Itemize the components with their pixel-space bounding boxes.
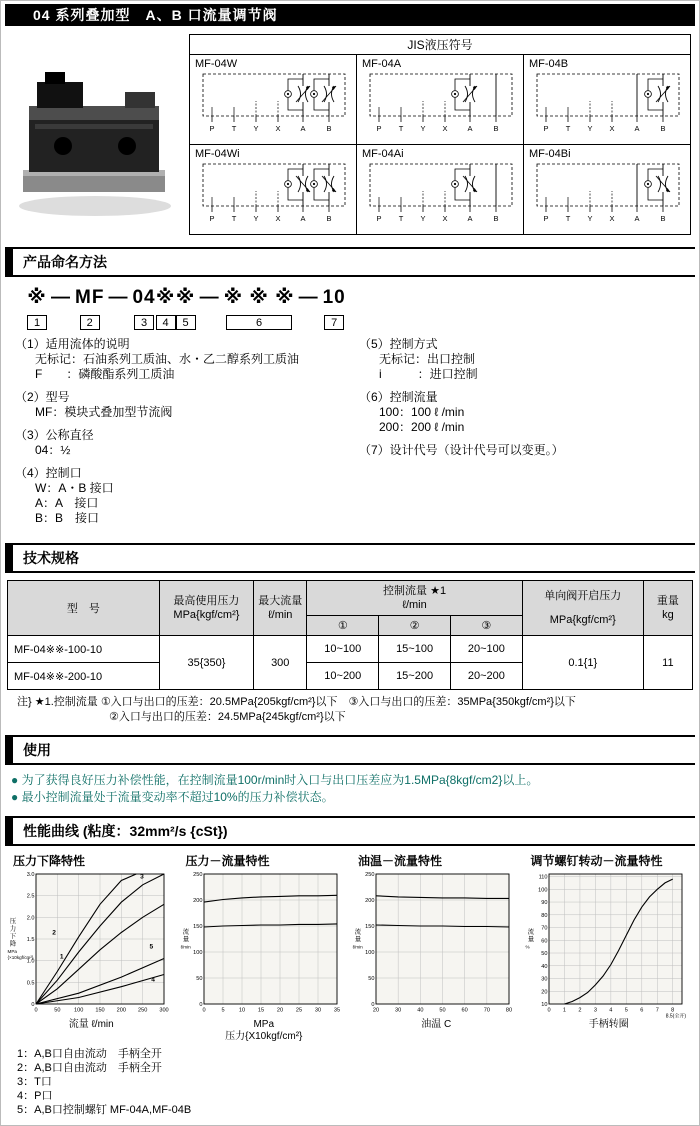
svg-text:X: X bbox=[609, 124, 615, 133]
code-segment bbox=[75, 286, 104, 330]
svg-text:250: 250 bbox=[137, 1007, 148, 1014]
code-segment bbox=[104, 286, 132, 310]
svg-text:4: 4 bbox=[151, 976, 155, 984]
svg-text:3: 3 bbox=[593, 1007, 597, 1014]
svg-text:100: 100 bbox=[537, 887, 547, 894]
chart-xlabel: 油温 C bbox=[421, 1019, 452, 1030]
svg-text:P: P bbox=[376, 214, 382, 223]
column-subheader-2: ② bbox=[379, 616, 451, 636]
legend-item: 1：A,B口自由流动 手柄全开 bbox=[17, 1048, 162, 1060]
svg-text:A: A bbox=[634, 124, 640, 133]
code-text: ※ bbox=[155, 287, 176, 308]
cell-flow-2: 15~200 bbox=[379, 663, 451, 690]
code-segment bbox=[323, 286, 346, 330]
chart-oiltemp-flow bbox=[352, 853, 521, 1043]
svg-text:B: B bbox=[326, 214, 332, 223]
naming-item-label: （4）控制口 bbox=[15, 466, 82, 480]
symbol-cell-mf04wi bbox=[190, 145, 357, 235]
naming-right-column bbox=[359, 336, 689, 533]
naming-item-line: W：A・B 接口 bbox=[35, 481, 114, 495]
svg-text:8.5(全开): 8.5(全开) bbox=[665, 1013, 686, 1019]
svg-text:T: T bbox=[231, 124, 237, 133]
chart-title: 压力－流量特性 bbox=[185, 854, 270, 868]
pressure-flow-plot bbox=[180, 869, 342, 1019]
svg-text:T: T bbox=[565, 214, 571, 223]
header-text: 型 号 bbox=[66, 603, 100, 615]
jis-symbols-table bbox=[189, 34, 691, 235]
svg-text:下: 下 bbox=[9, 933, 17, 940]
legend-item: 4：P口 bbox=[17, 1090, 53, 1102]
svg-text:T: T bbox=[398, 124, 404, 133]
cell-max-pressure: 35{350} bbox=[159, 636, 253, 690]
svg-text:B: B bbox=[326, 124, 332, 133]
svg-text:30: 30 bbox=[540, 976, 547, 983]
header-unit: kg bbox=[662, 609, 674, 621]
cell-flow-3: 20~200 bbox=[450, 663, 522, 690]
svg-text:200: 200 bbox=[365, 898, 375, 904]
svg-text:P: P bbox=[543, 124, 549, 133]
chart-pressure-flow bbox=[180, 853, 349, 1043]
section-title: 产品命名方法 bbox=[23, 254, 107, 270]
svg-text:25: 25 bbox=[295, 1007, 302, 1014]
svg-text:MPa: MPa bbox=[7, 949, 17, 954]
cell-flow-2: 15~100 bbox=[379, 636, 451, 663]
svg-text:5: 5 bbox=[624, 1007, 628, 1014]
column-header-check-valve bbox=[522, 581, 643, 636]
code-index-box: 1 bbox=[27, 315, 47, 330]
cell-model: MF-04※※-200-10 bbox=[8, 663, 160, 690]
code-text: 04 bbox=[132, 287, 156, 308]
svg-text:P: P bbox=[376, 124, 382, 133]
hydraulic-symbol bbox=[195, 71, 351, 135]
code-text: — bbox=[108, 287, 129, 308]
header-unit: MPa{kgf/cm²} bbox=[173, 609, 240, 621]
svg-text:50: 50 bbox=[54, 1007, 61, 1014]
svg-text:50: 50 bbox=[540, 951, 547, 958]
code-text: ※ bbox=[175, 287, 196, 308]
code-index-box: 3 bbox=[134, 315, 154, 330]
code-segment bbox=[224, 286, 295, 330]
code-segment bbox=[295, 286, 323, 310]
section-title: 性能曲线 (粘度：32mm²/s {cSt}) bbox=[23, 823, 228, 839]
header-unit: ℓ/min bbox=[268, 609, 293, 621]
hydraulic-symbol bbox=[529, 161, 685, 225]
code-index-box: 7 bbox=[324, 315, 344, 330]
svg-text:A: A bbox=[467, 214, 473, 223]
chart-title: 油温－流量特性 bbox=[358, 854, 443, 868]
svg-text:150: 150 bbox=[95, 1007, 105, 1014]
svg-text:X: X bbox=[275, 124, 281, 133]
header-text: 最高使用压力 bbox=[173, 595, 240, 607]
column-header-max-flow bbox=[254, 581, 307, 636]
svg-text:100: 100 bbox=[192, 950, 202, 956]
symbol-model-label: MF-04B bbox=[529, 58, 569, 70]
code-text: ※ ※ ※ bbox=[223, 287, 295, 308]
naming-item-diameter bbox=[15, 427, 345, 458]
hydraulic-symbol bbox=[195, 161, 351, 225]
svg-text:110: 110 bbox=[538, 874, 547, 881]
svg-text:降: 降 bbox=[9, 940, 17, 948]
svg-text:80: 80 bbox=[540, 912, 547, 919]
jis-symbols-title: JIS液压符号 bbox=[190, 35, 691, 55]
svg-text:30: 30 bbox=[395, 1007, 402, 1014]
svg-text:5: 5 bbox=[220, 1007, 225, 1014]
svg-text:B: B bbox=[493, 124, 499, 133]
chart-screw-flow bbox=[525, 853, 694, 1043]
section-header-curves bbox=[5, 816, 695, 846]
naming-item-control-flow bbox=[359, 389, 689, 435]
svg-text:0: 0 bbox=[371, 1002, 375, 1008]
code-segment bbox=[132, 286, 155, 330]
svg-text:A: A bbox=[467, 124, 473, 133]
svg-text:250: 250 bbox=[365, 872, 375, 878]
spec-table-wrap bbox=[1, 578, 699, 727]
svg-text:A: A bbox=[634, 214, 640, 223]
code-text: — bbox=[199, 287, 220, 308]
svg-text:Y: Y bbox=[420, 124, 426, 133]
svg-text:60: 60 bbox=[461, 1007, 468, 1014]
svg-text:2: 2 bbox=[577, 1007, 581, 1014]
chart-title: 调节螺钉转动－流量特性 bbox=[530, 854, 663, 868]
legend-item: 5：A,B口控制螺钉 MF-04A,MF-04B bbox=[17, 1104, 192, 1116]
cell-check-pressure: 0.1{1} bbox=[522, 636, 643, 690]
section-header-specs bbox=[5, 543, 695, 573]
cell-max-flow: 300 bbox=[254, 636, 307, 690]
legend-item: 3：T口 bbox=[17, 1076, 52, 1088]
svg-text:T: T bbox=[565, 124, 571, 133]
performance-charts bbox=[1, 851, 699, 1043]
svg-text:50: 50 bbox=[195, 976, 202, 982]
spec-notes bbox=[7, 690, 693, 725]
svg-text:10: 10 bbox=[238, 1007, 245, 1014]
svg-text:15: 15 bbox=[257, 1007, 264, 1014]
hydraulic-symbol bbox=[362, 71, 518, 135]
svg-text:A: A bbox=[300, 124, 306, 133]
section-header-usage bbox=[5, 735, 695, 765]
column-subheader-3: ③ bbox=[450, 616, 522, 636]
naming-left-column bbox=[15, 336, 345, 533]
svg-text:20: 20 bbox=[372, 1007, 380, 1014]
cell-flow-1: 10~200 bbox=[307, 663, 379, 690]
svg-text:压: 压 bbox=[9, 918, 17, 925]
svg-text:0: 0 bbox=[201, 1007, 206, 1014]
code-text: — bbox=[298, 287, 319, 308]
svg-text:8: 8 bbox=[670, 1007, 674, 1014]
symbol-model-label: MF-04W bbox=[195, 58, 238, 70]
svg-text:35: 35 bbox=[333, 1007, 340, 1014]
page-title-text: 04 系列叠加型 A、B 口流量调节阀 bbox=[33, 7, 278, 23]
symbol-cell-mf04b bbox=[524, 55, 691, 145]
svg-text:B: B bbox=[493, 214, 499, 223]
svg-text:10: 10 bbox=[540, 1002, 547, 1008]
product-photo-image bbox=[7, 34, 179, 232]
svg-text:P: P bbox=[543, 214, 549, 223]
naming-item-line: MF：模块式叠加型节流阀 bbox=[35, 405, 173, 419]
screw-flow-plot bbox=[525, 869, 687, 1019]
cell-weight: 11 bbox=[643, 636, 692, 690]
spec-note-line: 注} ★1.控制流量 ①入口与出口的压差：20.5MPa{205kgf/cm²}以下 ③入口与出口的压差：35MPa{350kgf/cm²}以下 bbox=[17, 696, 576, 708]
naming-item-label: （1）适用流体的说明 bbox=[15, 337, 130, 351]
svg-text:6: 6 bbox=[639, 1007, 643, 1014]
naming-item-fluid bbox=[15, 336, 345, 382]
svg-text:流: 流 bbox=[182, 928, 189, 936]
svg-text:1.0: 1.0 bbox=[26, 958, 35, 965]
usage-notes bbox=[1, 770, 699, 808]
svg-text:Y: Y bbox=[587, 124, 593, 133]
naming-item-design-code bbox=[359, 442, 689, 458]
cell-model: MF-04※※-100-10 bbox=[8, 636, 160, 663]
cell-flow-1: 10~100 bbox=[307, 636, 379, 663]
svg-text:2.5: 2.5 bbox=[26, 893, 35, 900]
column-subheader-1: ① bbox=[307, 616, 379, 636]
svg-text:200: 200 bbox=[116, 1007, 127, 1014]
symbol-model-label: MF-04Bi bbox=[529, 148, 571, 160]
naming-item-label: （5）控制方式 bbox=[359, 337, 438, 351]
svg-text:B: B bbox=[660, 214, 666, 223]
column-header-max-pressure bbox=[159, 581, 253, 636]
svg-text:0: 0 bbox=[198, 1002, 202, 1008]
svg-text:0.5: 0.5 bbox=[26, 980, 35, 987]
svg-text:Y: Y bbox=[253, 124, 259, 133]
svg-text:流: 流 bbox=[354, 928, 362, 936]
svg-text:70: 70 bbox=[483, 1007, 490, 1014]
svg-text:X: X bbox=[609, 214, 615, 223]
header-text: 重量 bbox=[656, 595, 679, 607]
header-text: 单向阀开启压力 bbox=[544, 590, 622, 602]
svg-text:Y: Y bbox=[420, 214, 426, 223]
svg-text:P: P bbox=[209, 214, 215, 223]
svg-text:50: 50 bbox=[439, 1007, 446, 1014]
svg-text:100: 100 bbox=[365, 950, 375, 956]
product-photo bbox=[7, 34, 179, 232]
svg-text:{×10kgf/cm²}: {×10kgf/cm²} bbox=[7, 955, 34, 960]
code-text: ※ bbox=[27, 287, 47, 308]
column-header-control-flow bbox=[307, 581, 522, 616]
svg-text:250: 250 bbox=[192, 872, 202, 878]
svg-text:50: 50 bbox=[368, 976, 375, 982]
naming-item-line: B：B 接口 bbox=[35, 511, 100, 525]
svg-text:1: 1 bbox=[562, 1007, 566, 1014]
naming-item-label: （6）控制流量 bbox=[359, 390, 438, 404]
chart-pressure-drop bbox=[7, 853, 176, 1043]
section-title: 技术规格 bbox=[23, 550, 79, 566]
svg-text:X: X bbox=[275, 214, 281, 223]
svg-text:量: 量 bbox=[354, 936, 362, 943]
code-index-box: 4 bbox=[156, 315, 176, 330]
header-unit: ℓ/min bbox=[402, 599, 427, 611]
spec-table bbox=[7, 580, 693, 690]
svg-text:300: 300 bbox=[159, 1007, 169, 1014]
svg-text:X: X bbox=[442, 214, 448, 223]
usage-bullet: ● 最小控制流量处于流量变动率不超过10%的压力补偿状态。 bbox=[11, 790, 334, 804]
svg-text:B: B bbox=[660, 124, 666, 133]
svg-text:40: 40 bbox=[417, 1007, 424, 1014]
svg-text:20: 20 bbox=[276, 1007, 283, 1014]
svg-text:P: P bbox=[209, 124, 215, 133]
svg-text:200: 200 bbox=[192, 898, 202, 904]
header-text: 控制流量 ★1 bbox=[383, 585, 447, 597]
svg-text:流: 流 bbox=[527, 928, 534, 936]
naming-explanations bbox=[1, 332, 699, 535]
svg-text:Y: Y bbox=[587, 214, 593, 223]
pressure-drop-plot bbox=[7, 869, 169, 1019]
code-text: MF bbox=[75, 287, 105, 308]
column-header-model bbox=[8, 581, 160, 636]
svg-text:5: 5 bbox=[149, 943, 154, 951]
section-header-naming bbox=[5, 247, 695, 277]
svg-text:量: 量 bbox=[182, 936, 189, 943]
naming-item-line: 100：100 ℓ /min bbox=[379, 405, 465, 419]
code-segment bbox=[176, 286, 196, 330]
naming-item-model bbox=[15, 389, 345, 420]
naming-item-line: A：A 接口 bbox=[35, 496, 99, 510]
hydraulic-symbol bbox=[529, 71, 685, 135]
code-index-box: 2 bbox=[80, 315, 100, 330]
code-segment bbox=[47, 286, 75, 310]
column-header-weight bbox=[643, 581, 692, 636]
svg-text:20: 20 bbox=[540, 989, 547, 996]
usage-bullet: ● 为了获得良好压力补偿性能，在控制流量100r/min时入口与出口压差应为1.5MPa{8kgf/cm2}以上。 bbox=[11, 773, 539, 787]
cell-flow-3: 20~100 bbox=[450, 636, 522, 663]
svg-text:%: % bbox=[525, 944, 530, 950]
header-text: 最大流量 bbox=[258, 595, 303, 607]
naming-item-line: 200：200 ℓ /min bbox=[379, 420, 465, 434]
symbol-model-label: MF-04Wi bbox=[195, 148, 240, 160]
table-row bbox=[8, 636, 693, 663]
code-text: — bbox=[51, 287, 71, 308]
symbol-model-label: MF-04A bbox=[362, 58, 402, 70]
code-segment bbox=[27, 286, 47, 330]
naming-item-port bbox=[15, 465, 345, 526]
symbol-cell-mf04a bbox=[357, 55, 524, 145]
legend-item: 2：A,B口自由流动 手柄全开 bbox=[17, 1062, 162, 1074]
section-title: 使用 bbox=[23, 742, 51, 758]
svg-text:0: 0 bbox=[31, 1002, 35, 1008]
svg-text:Y: Y bbox=[253, 214, 259, 223]
code-index-box: 5 bbox=[176, 315, 196, 330]
svg-text:40: 40 bbox=[540, 963, 547, 970]
svg-text:7: 7 bbox=[655, 1007, 659, 1014]
hydraulic-symbol bbox=[362, 161, 518, 225]
naming-item-control-mode bbox=[359, 336, 689, 382]
svg-text:1.5: 1.5 bbox=[26, 937, 35, 943]
svg-text:3: 3 bbox=[140, 873, 144, 881]
svg-text:T: T bbox=[231, 214, 237, 223]
symbol-cell-mf04ai bbox=[357, 145, 524, 235]
model-code bbox=[1, 282, 699, 332]
chart-xlabel: MPa bbox=[253, 1019, 275, 1030]
svg-text:80: 80 bbox=[505, 1007, 513, 1014]
symbol-model-label: MF-04Ai bbox=[362, 148, 404, 160]
oiltemp-flow-plot bbox=[352, 869, 514, 1019]
svg-text:150: 150 bbox=[192, 924, 202, 930]
svg-text:30: 30 bbox=[314, 1007, 321, 1014]
svg-text:1: 1 bbox=[59, 953, 64, 961]
svg-text:0: 0 bbox=[546, 1007, 551, 1014]
page-title bbox=[5, 4, 695, 26]
code-index-box: 6 bbox=[226, 315, 292, 330]
spec-note-line: ②入口与出口的压差：24.5MPa{245kgf/cm²}以下 bbox=[109, 711, 346, 723]
svg-text:70: 70 bbox=[540, 925, 547, 932]
svg-text:2: 2 bbox=[52, 929, 56, 937]
code-text: 10 bbox=[322, 287, 346, 308]
naming-item-label: （2）型号 bbox=[15, 390, 70, 404]
symbol-cell-mf04w bbox=[190, 55, 357, 145]
svg-text:90: 90 bbox=[540, 900, 547, 907]
naming-item-line: F ：磷酸酯系列工质油 bbox=[35, 367, 175, 381]
svg-text:T: T bbox=[398, 214, 404, 223]
code-segment bbox=[196, 286, 224, 310]
naming-item-label: （7）设计代号（设计代号可以变更。） bbox=[359, 443, 564, 457]
svg-text:ℓ/min: ℓ/min bbox=[180, 944, 191, 950]
naming-item-line: i ：进口控制 bbox=[379, 367, 478, 381]
naming-item-label: （3）公称直径 bbox=[15, 428, 94, 442]
naming-item-line: 无标记：石油系列工质油、水・乙二醇系列工质油 bbox=[35, 352, 300, 366]
svg-text:ℓ/min: ℓ/min bbox=[352, 944, 363, 950]
symbol-cell-mf04bi bbox=[524, 145, 691, 235]
naming-item-line: 无标记：出口控制 bbox=[379, 352, 476, 366]
svg-text:A: A bbox=[300, 214, 306, 223]
svg-text:X: X bbox=[442, 124, 448, 133]
top-section bbox=[1, 26, 699, 239]
svg-text:100: 100 bbox=[73, 1007, 84, 1014]
curve-legend bbox=[1, 1043, 699, 1125]
header-unit: MPa{kgf/cm²} bbox=[549, 614, 616, 626]
svg-text:60: 60 bbox=[540, 938, 547, 945]
chart-xlabel: 手柄转圈 bbox=[588, 1019, 629, 1030]
svg-text:3.0: 3.0 bbox=[26, 872, 35, 878]
svg-text:2.0: 2.0 bbox=[26, 915, 35, 922]
chart-title: 压力下降特性 bbox=[13, 854, 86, 868]
svg-text:0: 0 bbox=[34, 1007, 38, 1014]
svg-text:力: 力 bbox=[9, 925, 17, 933]
svg-text:150: 150 bbox=[365, 924, 375, 930]
chart-xlabel: 流量 ℓ/min bbox=[68, 1019, 114, 1030]
svg-text:量: 量 bbox=[527, 936, 534, 943]
chart-xlabel2: 压力{X10kgf/cm²} bbox=[225, 1031, 303, 1042]
naming-item-line: 04：½ bbox=[35, 443, 71, 457]
svg-text:4: 4 bbox=[608, 1007, 612, 1014]
code-segment bbox=[156, 286, 176, 330]
